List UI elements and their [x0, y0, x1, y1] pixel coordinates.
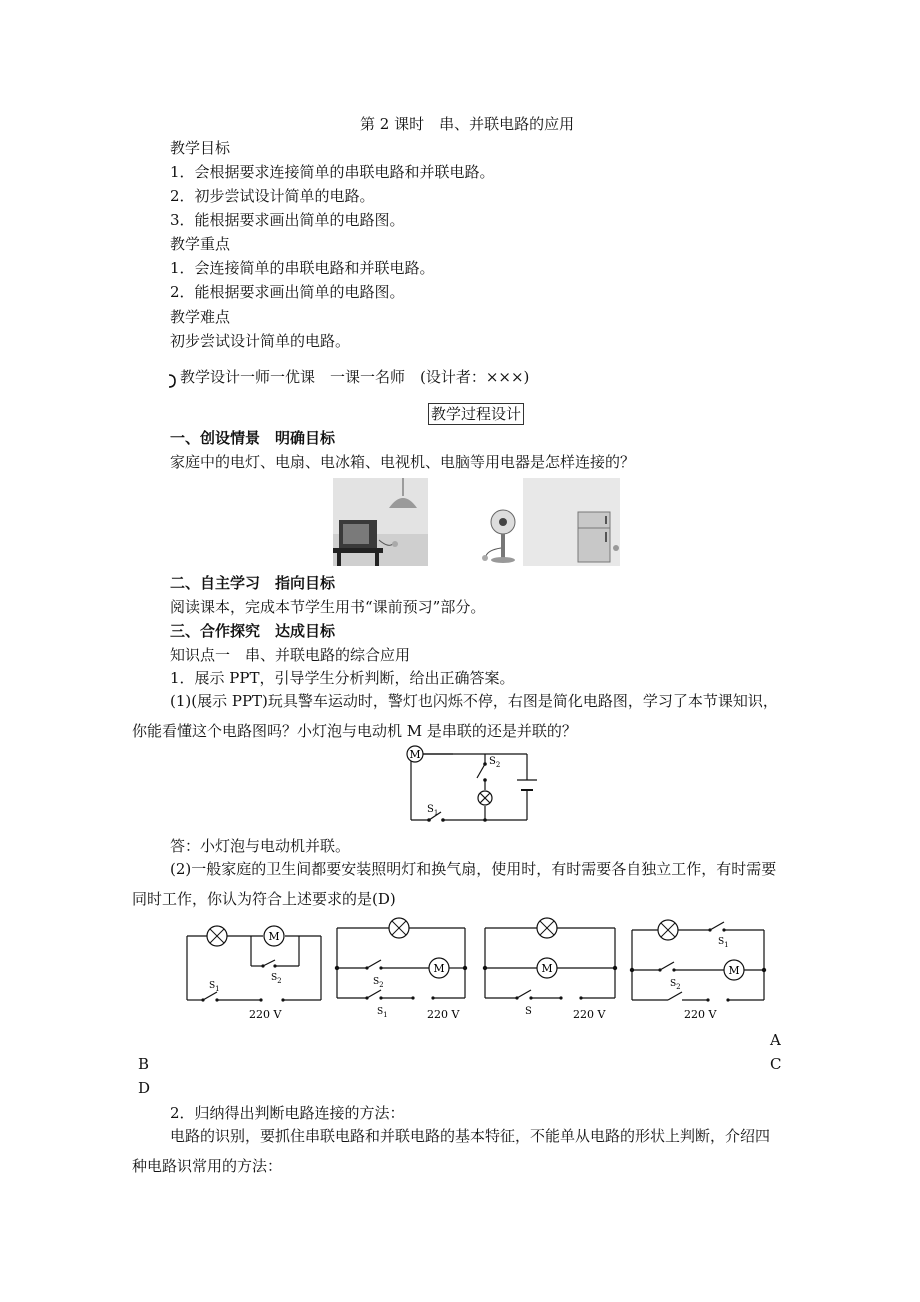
process-box: 教学过程设计	[428, 403, 524, 425]
option-c-label: C	[770, 1055, 782, 1073]
switch-s-label: S	[525, 1006, 532, 1017]
switch-s1-label: $S_1$	[427, 804, 439, 817]
motor-label: M	[728, 964, 740, 977]
difficulty-heading: 教学难点	[170, 308, 231, 326]
switch-s1-label: $S_1$	[718, 937, 729, 949]
switch-s2-label: $S_2$	[373, 977, 384, 989]
police-car-circuit	[405, 742, 555, 832]
focus-item: 1．会连接简单的串联电路和并联电路。	[170, 259, 435, 277]
goal-item: 2．初步尝试设计简单的电路。	[170, 187, 375, 205]
switch-s2-label: $S_2$	[489, 756, 501, 769]
goals-heading: 教学目标	[170, 139, 231, 157]
focus-heading: 教学重点	[170, 235, 231, 253]
switch-s1-label: $S_1$	[209, 981, 220, 993]
question-1: (1)(展示 PPT)玩具警车运动时，警灯也闪烁不停，右图是简化电路图，学习了本节课知识，你能看懂这个电路图吗？小灯泡与电动机 M 是串联的还是并联的？	[132, 692, 778, 740]
difficulty-text: 初步尝试设计简单的电路。	[170, 332, 351, 350]
circuit-option-a	[183, 922, 328, 1022]
fridge-image	[523, 478, 620, 566]
section-1-text: 家庭中的电灯、电扇、电冰箱、电视机、电脑等用电器是怎样连接的？	[170, 453, 636, 471]
voltage-label: 220 V	[684, 1008, 717, 1021]
lesson-title: 第 2 课时 串、并联电路的应用	[360, 115, 575, 133]
voltage-label: 220 V	[249, 1008, 282, 1021]
switch-s2-label: $S_2$	[670, 979, 681, 991]
option-b-label: B	[138, 1055, 150, 1073]
paragraph-methods: 电路的识别，要抓住串联电路和并联电路的基本特征，不能单从电路的形状上判断，介绍四种电路识常用的方法：	[132, 1127, 771, 1175]
circuit-option-c	[481, 910, 623, 1024]
tv-lamp-image	[333, 478, 428, 566]
goal-item: 3．能根据要求画出简单的电路图。	[170, 211, 405, 229]
answer-1: 答：小灯泡与电动机并联。	[170, 837, 351, 855]
hook-mark-icon	[166, 370, 180, 390]
option-d-label: D	[138, 1079, 151, 1097]
design-line: 教学设计一师一优课 一课一名师 (设计者：×××)	[180, 368, 530, 386]
item-2: 2．归纳得出判断电路连接的方法：	[170, 1104, 405, 1122]
voltage-label: 220 V	[573, 1008, 606, 1021]
circuit-option-d	[628, 912, 770, 1024]
knowledge-point-1: 知识点一 串、并联电路的综合应用	[170, 646, 411, 664]
question-2: (2)一般家庭的卫生间都要安装照明灯和换气扇，使用时，有时需要各自独立工作，有时需要同时工作，你认为符合上述要求的是(D)	[132, 860, 777, 908]
motor-label: M	[541, 962, 553, 975]
motor-label: M	[268, 930, 280, 943]
circuit-option-b	[333, 912, 473, 1024]
section-1-heading: 一、创设情景 明确目标	[170, 429, 336, 447]
focus-item: 2．能根据要求画出简单的电路图。	[170, 283, 405, 301]
item-1: 1．展示 PPT，引导学生分析判断，给出正确答案。	[170, 669, 515, 687]
section-2-heading: 二、自主学习 指向目标	[170, 574, 336, 592]
switch-s2-label: $S_2$	[271, 973, 282, 985]
motor-label: M	[409, 748, 421, 761]
goal-item: 1．会根据要求连接简单的串联电路和并联电路。	[170, 163, 495, 181]
motor-label: M	[433, 962, 445, 975]
section-2-text: 阅读课本，完成本节学生用书“课前预习”部分。	[170, 598, 486, 616]
fan-image	[428, 478, 523, 566]
switch-s1-label: $S_1$	[377, 1007, 388, 1019]
voltage-label: 220 V	[427, 1008, 460, 1021]
option-a-label: A	[770, 1031, 781, 1049]
section-3-heading: 三、合作探究 达成目标	[170, 622, 336, 640]
